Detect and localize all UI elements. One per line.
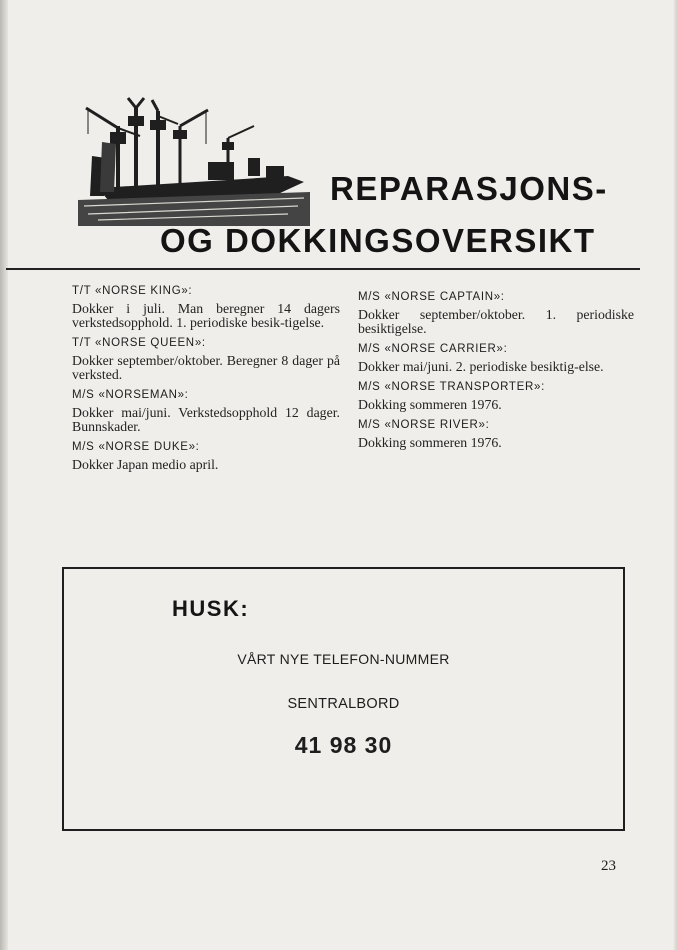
ship-entry xyxy=(358,343,634,374)
ship-entry xyxy=(72,337,340,382)
ship-description: Dokker mai/juni. 2. periodiske besiktig-else. xyxy=(358,359,604,374)
page-title-line-2: OG DOKKINGSOVERSIKT xyxy=(160,222,596,259)
page-number: 23 xyxy=(601,858,616,874)
ship-heading: T/T «NORSE QUEEN»: xyxy=(72,337,206,349)
ship-heading: M/S «NORSE CAPTAIN»: xyxy=(358,291,505,303)
ship-description: Dokker i juli. Man beregner 14 dagers verkstedsopphold. 1. periodiske besik-tigelse. xyxy=(72,301,340,330)
ship-description: Dokker Japan medio april. xyxy=(72,457,219,472)
ship-entry xyxy=(72,389,340,434)
ship-entry xyxy=(358,291,634,336)
crane-2 xyxy=(128,98,144,191)
right-column xyxy=(358,291,634,457)
crane-4 xyxy=(173,110,208,191)
ship-description: Dokking sommeren 1976. xyxy=(358,435,502,450)
ship-description: Dokker september/oktober. 1. periodiske besiktigelse. xyxy=(358,307,634,336)
ship-heading: M/S «NORSE CARRIER»: xyxy=(358,343,508,355)
phone-notice-box xyxy=(62,567,625,831)
ship-heading: M/S «NORSE RIVER»: xyxy=(358,419,490,431)
notice-new-number-text: VÅRT NYE TELEFON-NUMMER xyxy=(237,651,450,667)
left-column xyxy=(72,285,340,479)
ship-description: Dokker september/oktober. Beregner 8 dager på verksted. xyxy=(72,353,340,382)
page-right-edge xyxy=(673,0,677,950)
page-binding-edge xyxy=(0,0,8,950)
ship-heading: T/T «NORSE KING»: xyxy=(72,285,193,297)
ship-entry xyxy=(72,285,340,330)
ship-entry xyxy=(358,419,634,450)
ship-heading: M/S «NORSEMAN»: xyxy=(72,389,189,401)
ship-description: Dokker mai/juni. Verkstedsopphold 12 dager. Bunnskader. xyxy=(72,405,340,434)
crane-3 xyxy=(150,100,178,191)
ship-heading: M/S «NORSE DUKE»: xyxy=(72,441,200,453)
page-title-line-1: REPARASJONS- xyxy=(330,170,608,207)
shipyard-cranes-illustration xyxy=(78,96,310,226)
horizontal-rule xyxy=(6,268,640,270)
notice-phone-number: 41 98 30 xyxy=(294,732,393,758)
ship-heading: M/S «NORSE TRANSPORTER»: xyxy=(358,381,545,393)
notice-switchboard-text: SENTRALBORD xyxy=(287,696,400,712)
ship-entry xyxy=(72,441,340,472)
ship-description: Dokking sommeren 1976. xyxy=(358,397,502,412)
notice-heading: HUSK: xyxy=(172,596,250,621)
ship-entry xyxy=(358,381,634,412)
